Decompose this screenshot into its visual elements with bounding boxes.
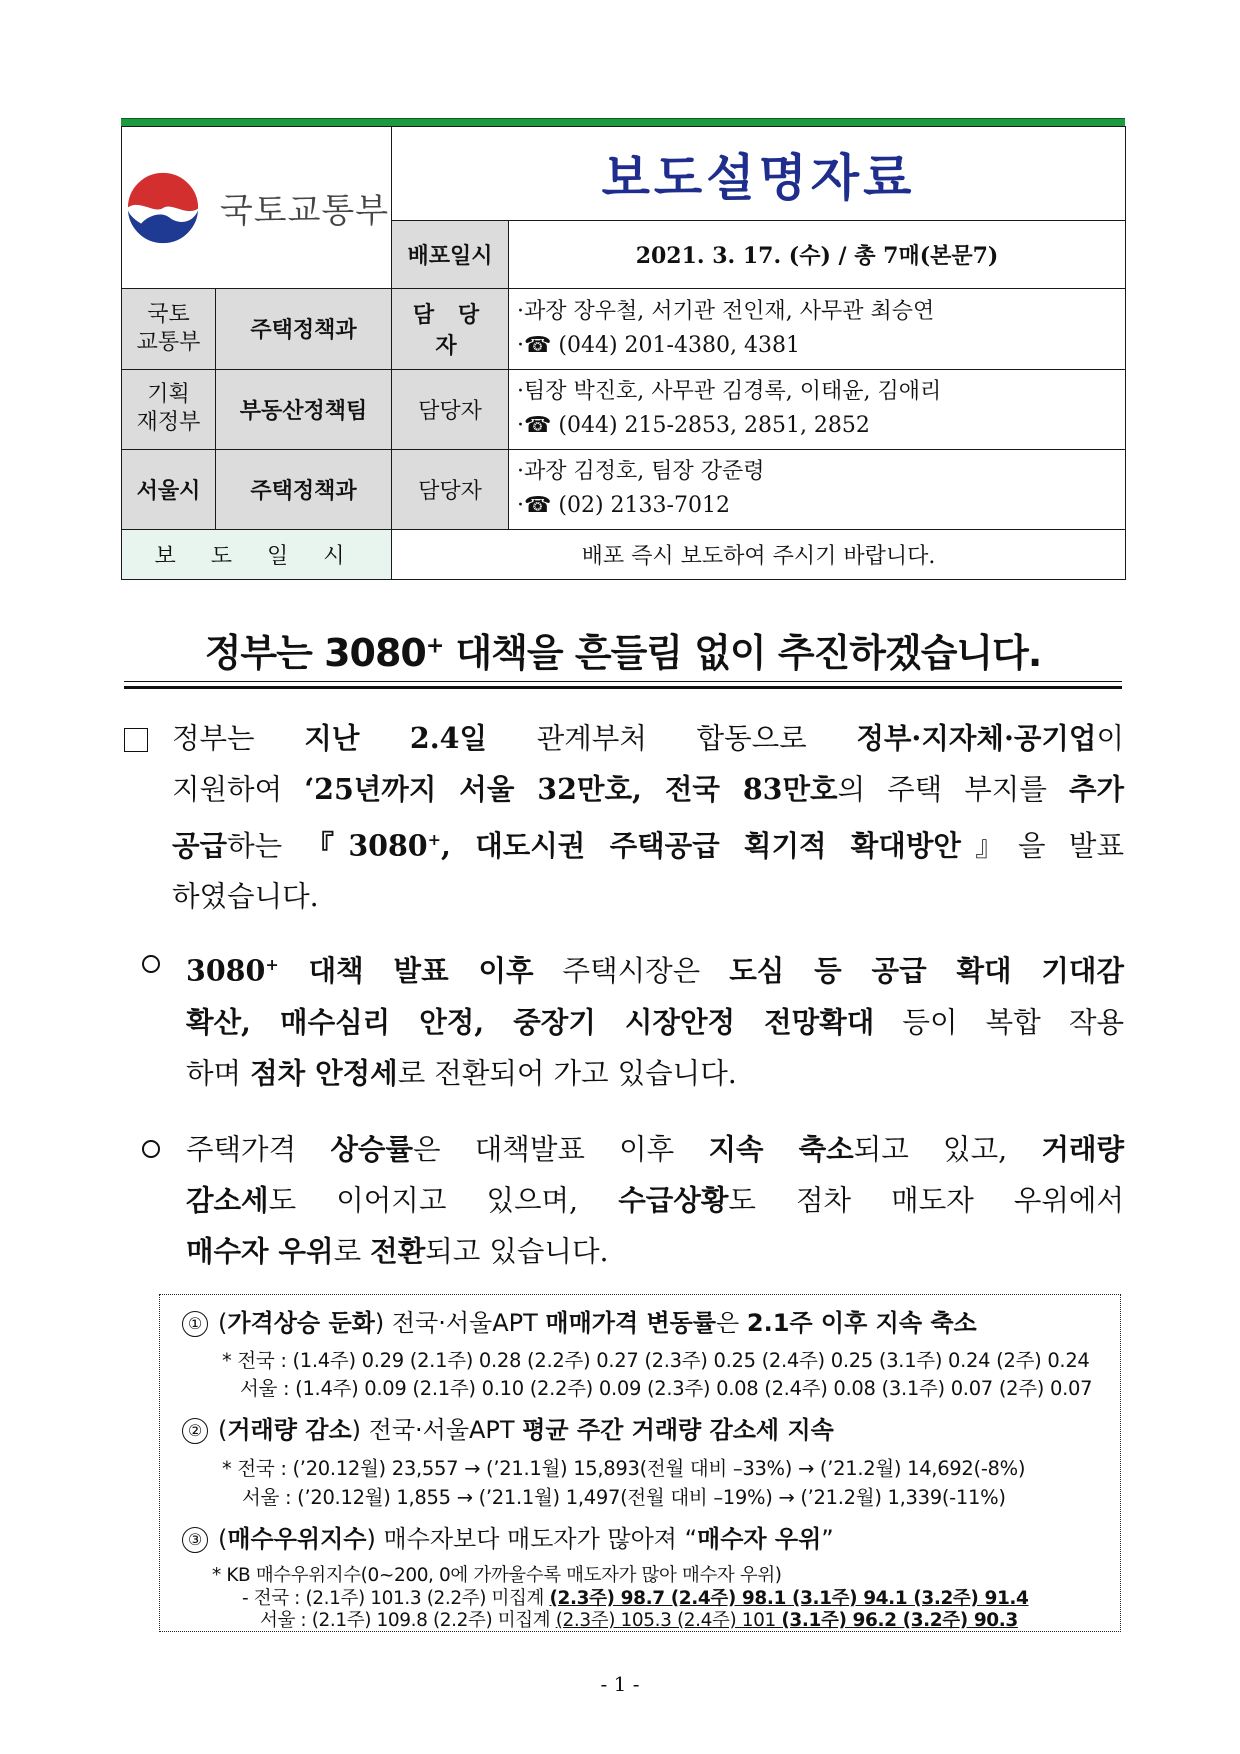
box-item-detail: 서울 : (1.4주) 0.09 (2.1주) 0.10 (2.2주) 0.09 (2.3주) 0.08 (2.4주) 0.08 (3.1주) 0.07 (2주) 0.07 [240,1377,1093,1400]
box-item-heading: ① (가격상승 둔화) 전국·서울APT 매매가격 변동률은 2.1주 이후 지속 축소 [182,1303,977,1338]
circle-bullet-icon [142,955,160,973]
headline-sup: + [425,633,444,659]
contact-dept: 부동산정책팀 [216,369,392,449]
contact-role: 담 당 자 [392,289,509,369]
paragraph-sub-2 [186,1124,1124,1277]
paragraph-line: 하였습니다. [172,879,319,913]
contact-org: 기획 재정부 [122,369,216,449]
contact-role: 담당자 [392,369,509,449]
contact-details [509,369,1126,449]
number-badge: ② [182,1418,208,1444]
headline [121,622,1125,677]
circle-bullet-icon [142,1140,160,1158]
report-time-label: 보 도 일 시 [122,529,392,579]
contact-names: ·팀장 박진호, 사무관 김경록, 이태윤, 김애리 [517,379,942,405]
contact-org: 서울시 [122,449,216,529]
headline-rule-thick [124,686,1122,689]
contact-dept: 주택정책과 [216,289,392,369]
number-badge: ③ [182,1527,208,1553]
header-table [121,126,1126,580]
box-item-detail: * 전국 : (’20.12월) 23,557 → (’21.1월) 15,893(전월 대비 –33%) → (’21.2월) 14,692(-8%) [222,1457,1026,1480]
paragraph-line: 주택가격 상승률은 대책발표 이후 지속 축소되고 있고, 거래량 [186,1132,1125,1166]
press-header [121,118,1125,580]
contact-dept: 주택정책과 [216,449,392,529]
contact-names: ·과장 김정호, 팀장 강준령 [517,459,765,485]
ministry-emblem-icon [124,169,202,247]
headline-text: 정부는 3080 [204,631,426,675]
paragraph-line: 공급하는 『3080+, 대도시권 주택공급 획기적 확대방안』을 발표 [172,828,1124,863]
box-item-detail: * 전국 : (1.4주) 0.29 (2.1주) 0.28 (2.2주) 0.27 (2.3주) 0.25 (2.4주) 0.25 (3.1주) 0.24 (2주) 0.24 [222,1349,1090,1372]
evidence-box [159,1294,1121,1632]
paragraph-line: 3080+ 대책 발표 이후 주택시장은 도심 등 공급 확대 기대감 [186,953,1124,988]
contact-names: ·과장 장우철, 서기관 전인재, 사무관 최승연 [517,298,935,324]
box-item-detail: 서울 : (2.1주) 109.8 (2.2주) 미집계 (2.3주) 105.3 (2.4주) 101 (3.1주) 96.2 (3.2주) 90.3 [260,1610,1018,1631]
box-item-detail: * KB 매수우위지수(0~200, 0에 가까울수록 매도자가 많아 매수자 우위) [212,1565,782,1586]
contact-details [509,449,1126,529]
paragraph-line: 확산, 매수심리 안정, 중장기 시장안정 전망확대 등이 복합 작용 [186,1004,1125,1039]
box-item-heading: ② (거래량 감소) 전국·서울APT 평균 주간 거래량 감소세 지속 [182,1410,834,1445]
release-date-value: 2021. 3. 17. (수) / 총 7매(본문7) [509,221,1126,289]
ministry-logo-text: 국토교통부 [219,191,390,232]
paragraph-main [172,713,1124,922]
box-item-heading: ③ (매수우위지수) 매수자보다 매도자가 많아져 “매수자 우위” [182,1519,834,1554]
square-bullet-icon [124,728,148,752]
release-date-label: 배포일시 [392,221,509,289]
contact-org: 국토 교통부 [122,289,216,369]
paragraph-line: 하며 점차 안정세로 전환되어 가고 있습니다. [186,1055,737,1090]
contact-phone: ·☎ (02) 2133-7012 [517,493,730,519]
contact-role: 담당자 [392,449,509,529]
headline-rule-thin [124,681,1122,682]
contact-phone: ·☎ (044) 201-4380, 4381 [517,332,800,358]
paragraph-line: 감소세도 이어지고 있으며, 수급상황도 점차 매도자 우위에서 [186,1183,1124,1217]
contact-phone: ·☎ (044) 215-2853, 2851, 2852 [517,413,870,439]
box-item-detail: - 전국 : (2.1주) 101.3 (2.2주) 미집계 (2.3주) 98.7 (2.4주) 98.1 (3.1주) 94.1 (3.2주) 91.4 [242,1588,1029,1609]
box-item-detail: 서울 : (’20.12월) 1,855 → (’21.1월) 1,497(전월 대비 –19%) → (’21.2월) 1,339(-11%) [242,1486,1006,1509]
contact-details [509,289,1126,369]
paragraph-line: 지원하여 ‘25년까지 서울 32만호, 전국 83만호의 주택 부지를 추가 [172,772,1124,806]
paragraph-line: 정부는 지난 2.4일 관계부처 합동으로 정부·지자체·공기업이 [172,721,1124,755]
doc-title: 보도설명자료 [601,148,916,207]
paragraph-sub-1 [186,940,1124,1099]
logo-cell [122,127,392,289]
number-badge: ① [182,1311,208,1337]
paragraph-line: 매수자 우위로 전환되고 있습니다. [186,1234,609,1268]
page-number: - 1 - [600,1672,640,1696]
headline-text: 대책을 흔들림 없이 추진하겠습니다. [443,631,1042,675]
title-cell [392,127,1126,221]
report-time-value: 배포 즉시 보도하여 주시기 바랍니다. [392,529,1126,579]
